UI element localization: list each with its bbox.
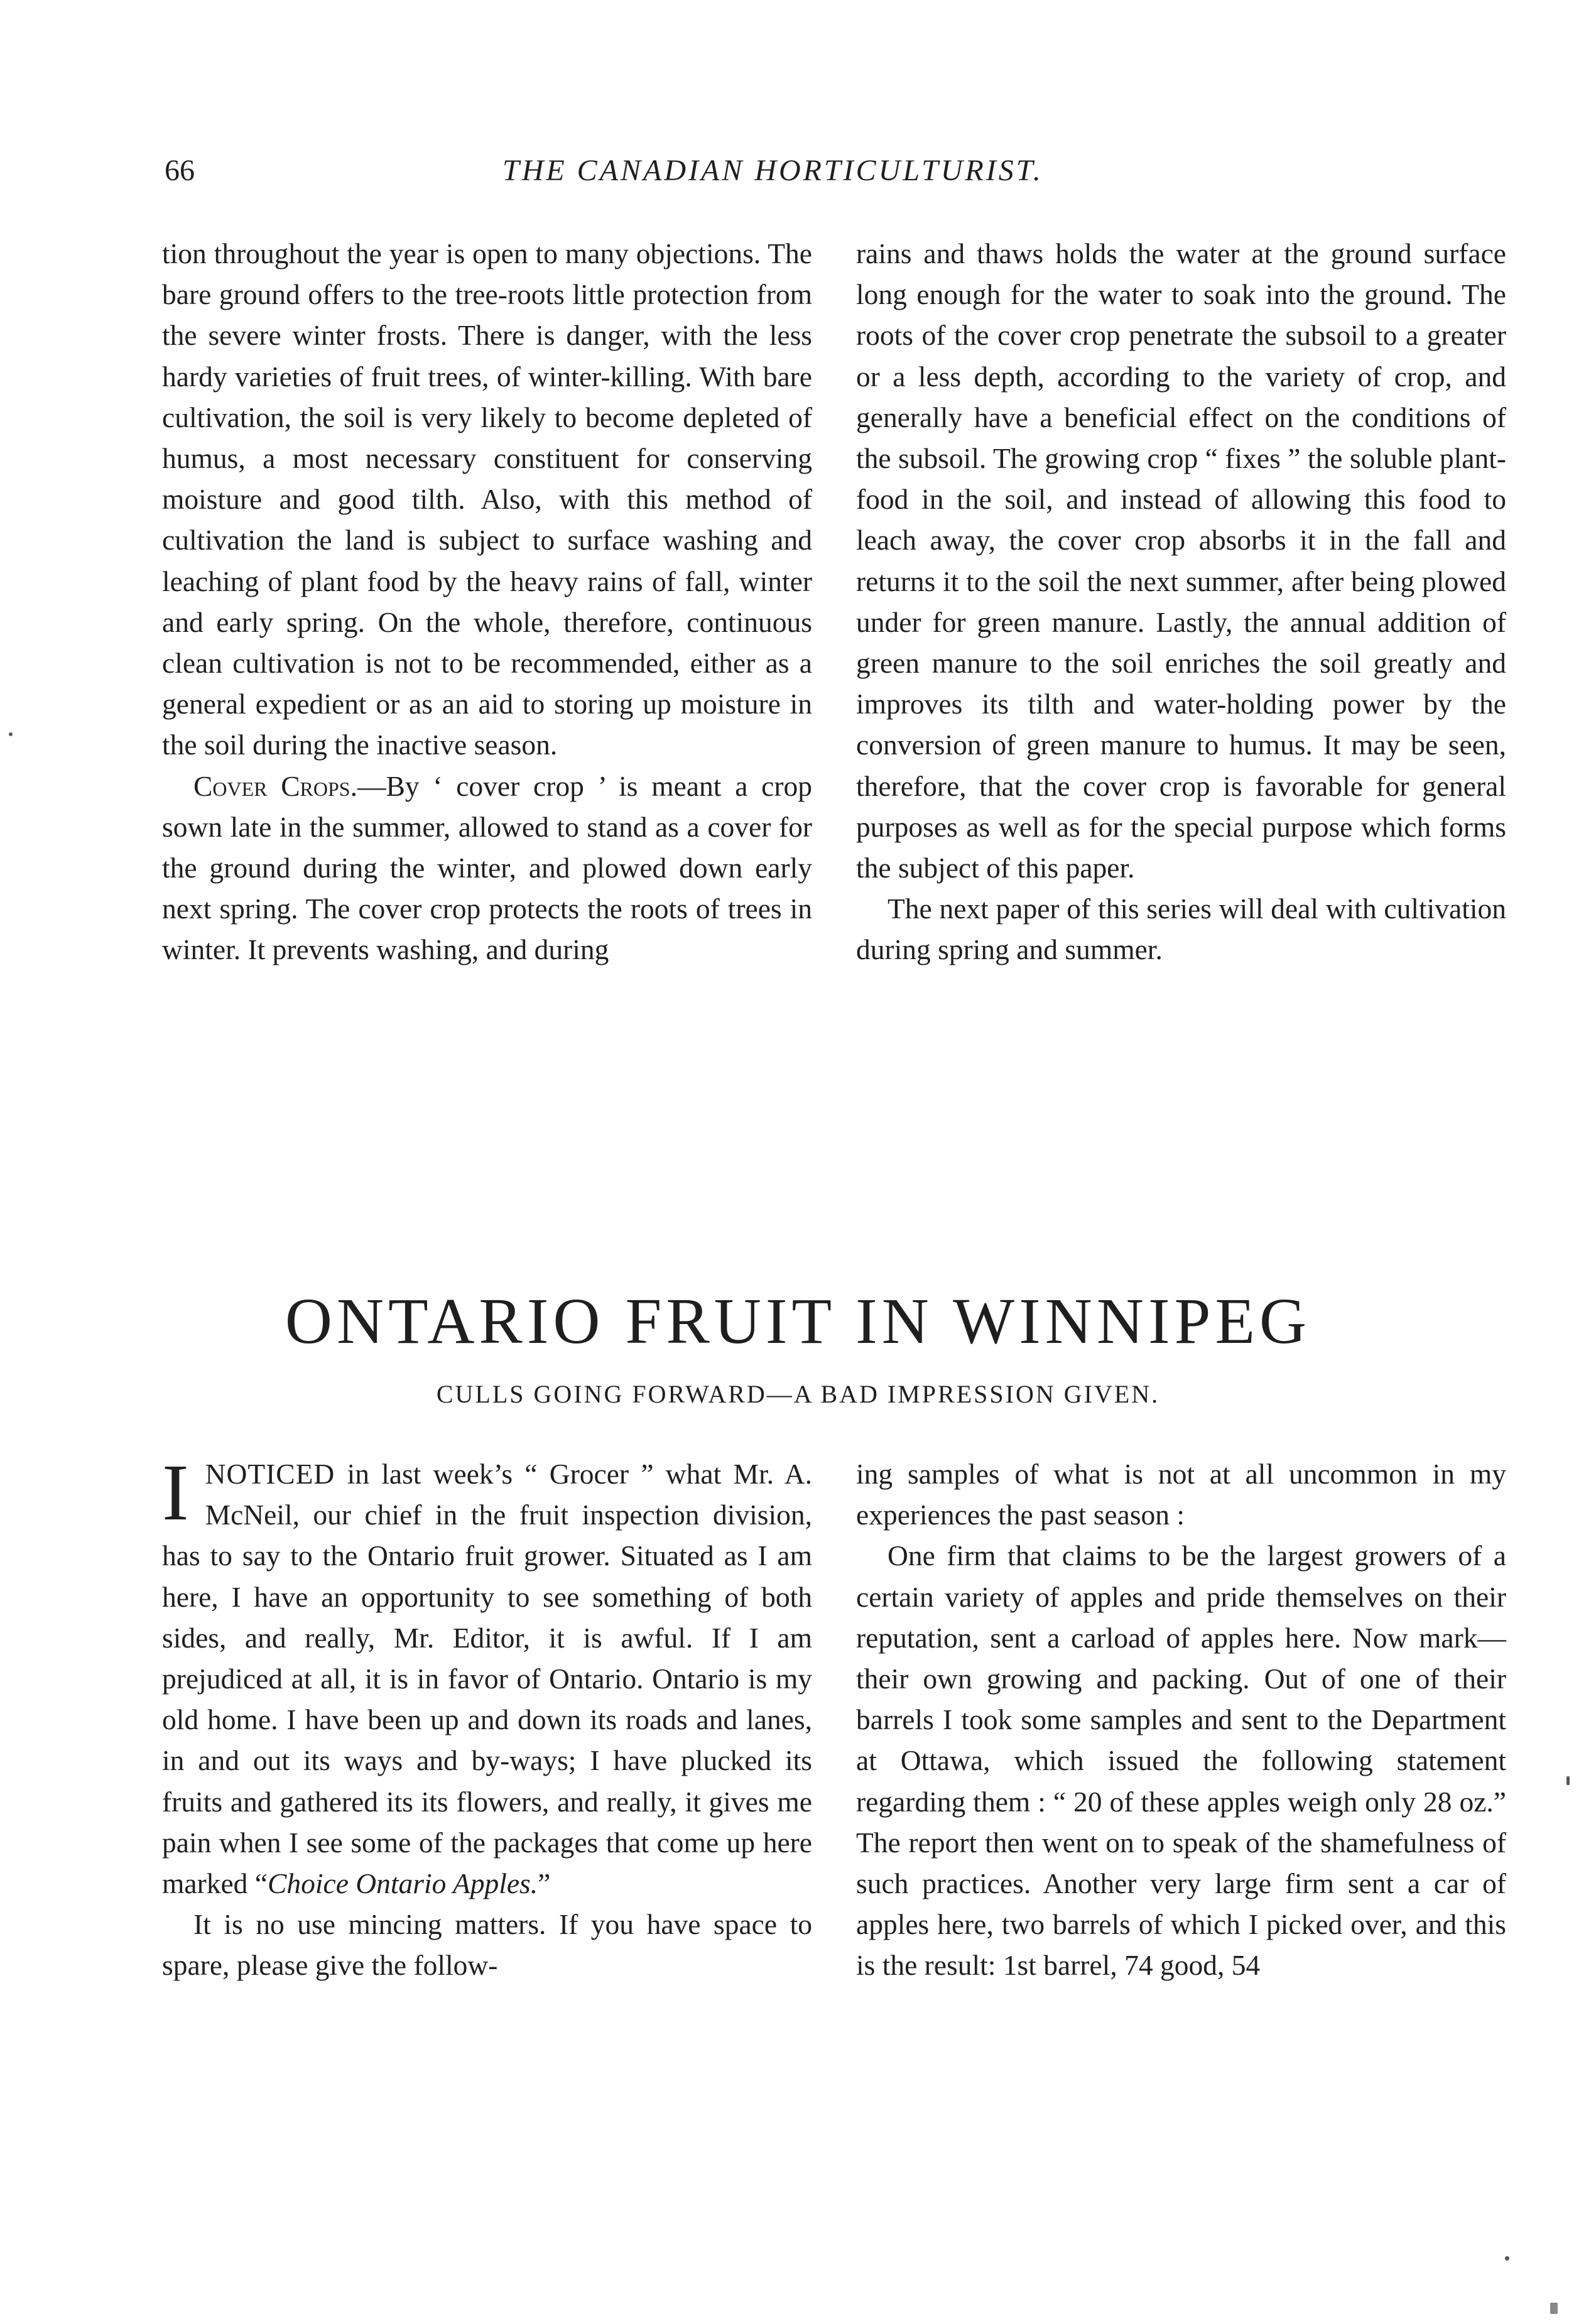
article1-left-paragraph-2-body: —By ‘ cover crop ’ is meant a crop sown late in the summer, allowed to stand as a cover for the ground during the winter, and plowed down early next spring. The cover crop protects the roots of trees in winter. It prevents washing, and during [162, 769, 812, 966]
article2-left-paragraph-1 [162, 1448, 812, 1904]
first-word: NOTICED [205, 1458, 335, 1490]
article1-right-paragraph-1: rains and thaws holds the water at the ground surface long enough for the water to soak into the ground. The roots of the cover crop penetrate the subsoil to a greater or a less depth, according to the variety of crop, and generally have a beneficial effect on the conditions of the subsoil. The growing crop “ fixes ” the soluble plant-food in the soil, and instead of allowing this food to leach away, the cover crop absorbs it in the fall and returns it to the soil the next summer, after being plowed under for green manure. Lastly, the annual addition of green manure to the soil enriches the soil greatly and improves its tilth and water-holding power by the conversion of green manure to humus. It may be seen, therefore, that the cover crop is favorable for general purposes as well as for the special purpose which forms the subject of this paper. [856, 237, 1506, 884]
scan-speck [1566, 1776, 1570, 1785]
article2-left-paragraph-1-body: in last week’s “ Grocer ” what Mr. A. McNeil, our chief in the fruit inspection division, has to say to the Ontario fruit grower. Situated as I am here, I have an opportunity to see something of both sides, and really, Mr. Editor, it is awful. If I am prejudiced at all, it is in favor of Ontario. Ontario is my old home. I have been up and down its roads and lanes, in and out its ways and by-ways; I have plucked its fruits and gathered its its flowers, and really, it gives me pain when I see some of the packages that come up here marked “ [162, 1458, 812, 1900]
article1-right-paragraph-2: The next paper of this series will deal with cultivation during spring and summer. [856, 893, 1506, 966]
scan-speck [1505, 2256, 1509, 2261]
choice-ontario-apples: Choice Ontario Apples. [268, 1867, 538, 1900]
drop-cap: I [162, 1448, 189, 1537]
article-subtitle: CULLS GOING FORWARD—A BAD IMPRESSION GIVEN. [436, 1380, 1160, 1408]
scan-speck [1550, 2303, 1558, 2314]
article1-left-column [162, 233, 812, 970]
article1-right-column [856, 233, 1506, 970]
scan-speck [9, 732, 13, 736]
article1-left-paragraph-2 [162, 766, 812, 970]
article2-right-paragraph-2: One firm that claims to be the largest growers of a certain variety of apples and pride themselves on their reputation, sent a carload of apples here. Now mark—their own growing and packing. Out of one of their barrels I took some samples and sent to the Department at Ottawa, which issued the following statement regarding them : “ 20 of these apples weigh only 28 oz.” The report then went on to speak of the shamefulness of such practices. Another very large firm sent a car of apples here, two barrels of which I picked over, and this is the result: 1st barrel, 74 good, 54 [856, 1539, 1506, 1982]
running-title: THE CANADIAN HORTICULTURIST. [502, 154, 1043, 187]
article1-left-paragraph-1: tion throughout the year is open to many objections. The bare ground offers to the tree-roots little protection from the severe winter frosts. There is danger, with the less hardy varieties of fruit trees, of winter-killing. With bare cultivation, the soil is very likely to become depleted of humus, a most necessary constituent for conserving moisture and good tilth. Also, with this method of cultivation the land is subject to surface washing and leaching of plant food by the heavy rains of fall, winter and early spring. On the whole, therefore, continuous clean cultivation is not to be recommended, either as a general expedient or as an aid to storing up moisture in the soil during the inactive season. [162, 237, 812, 761]
article2-left-column [162, 1448, 812, 1986]
article-title: ONTARIO FRUIT IN WINNIPEG [285, 1285, 1311, 1357]
cover-crops-heading: Cover Crops. [193, 769, 357, 802]
article2-left-paragraph-2: It is no use mincing matters. If you have space to spare, please give the follow- [162, 1908, 812, 1982]
page-number: 66 [165, 154, 195, 187]
closing-quote: ” [538, 1867, 551, 1900]
article2-right-column [856, 1453, 1506, 1986]
article2-right-paragraph-1: ing samples of what is not at all uncommon in my experiences the past season : [856, 1458, 1506, 1531]
